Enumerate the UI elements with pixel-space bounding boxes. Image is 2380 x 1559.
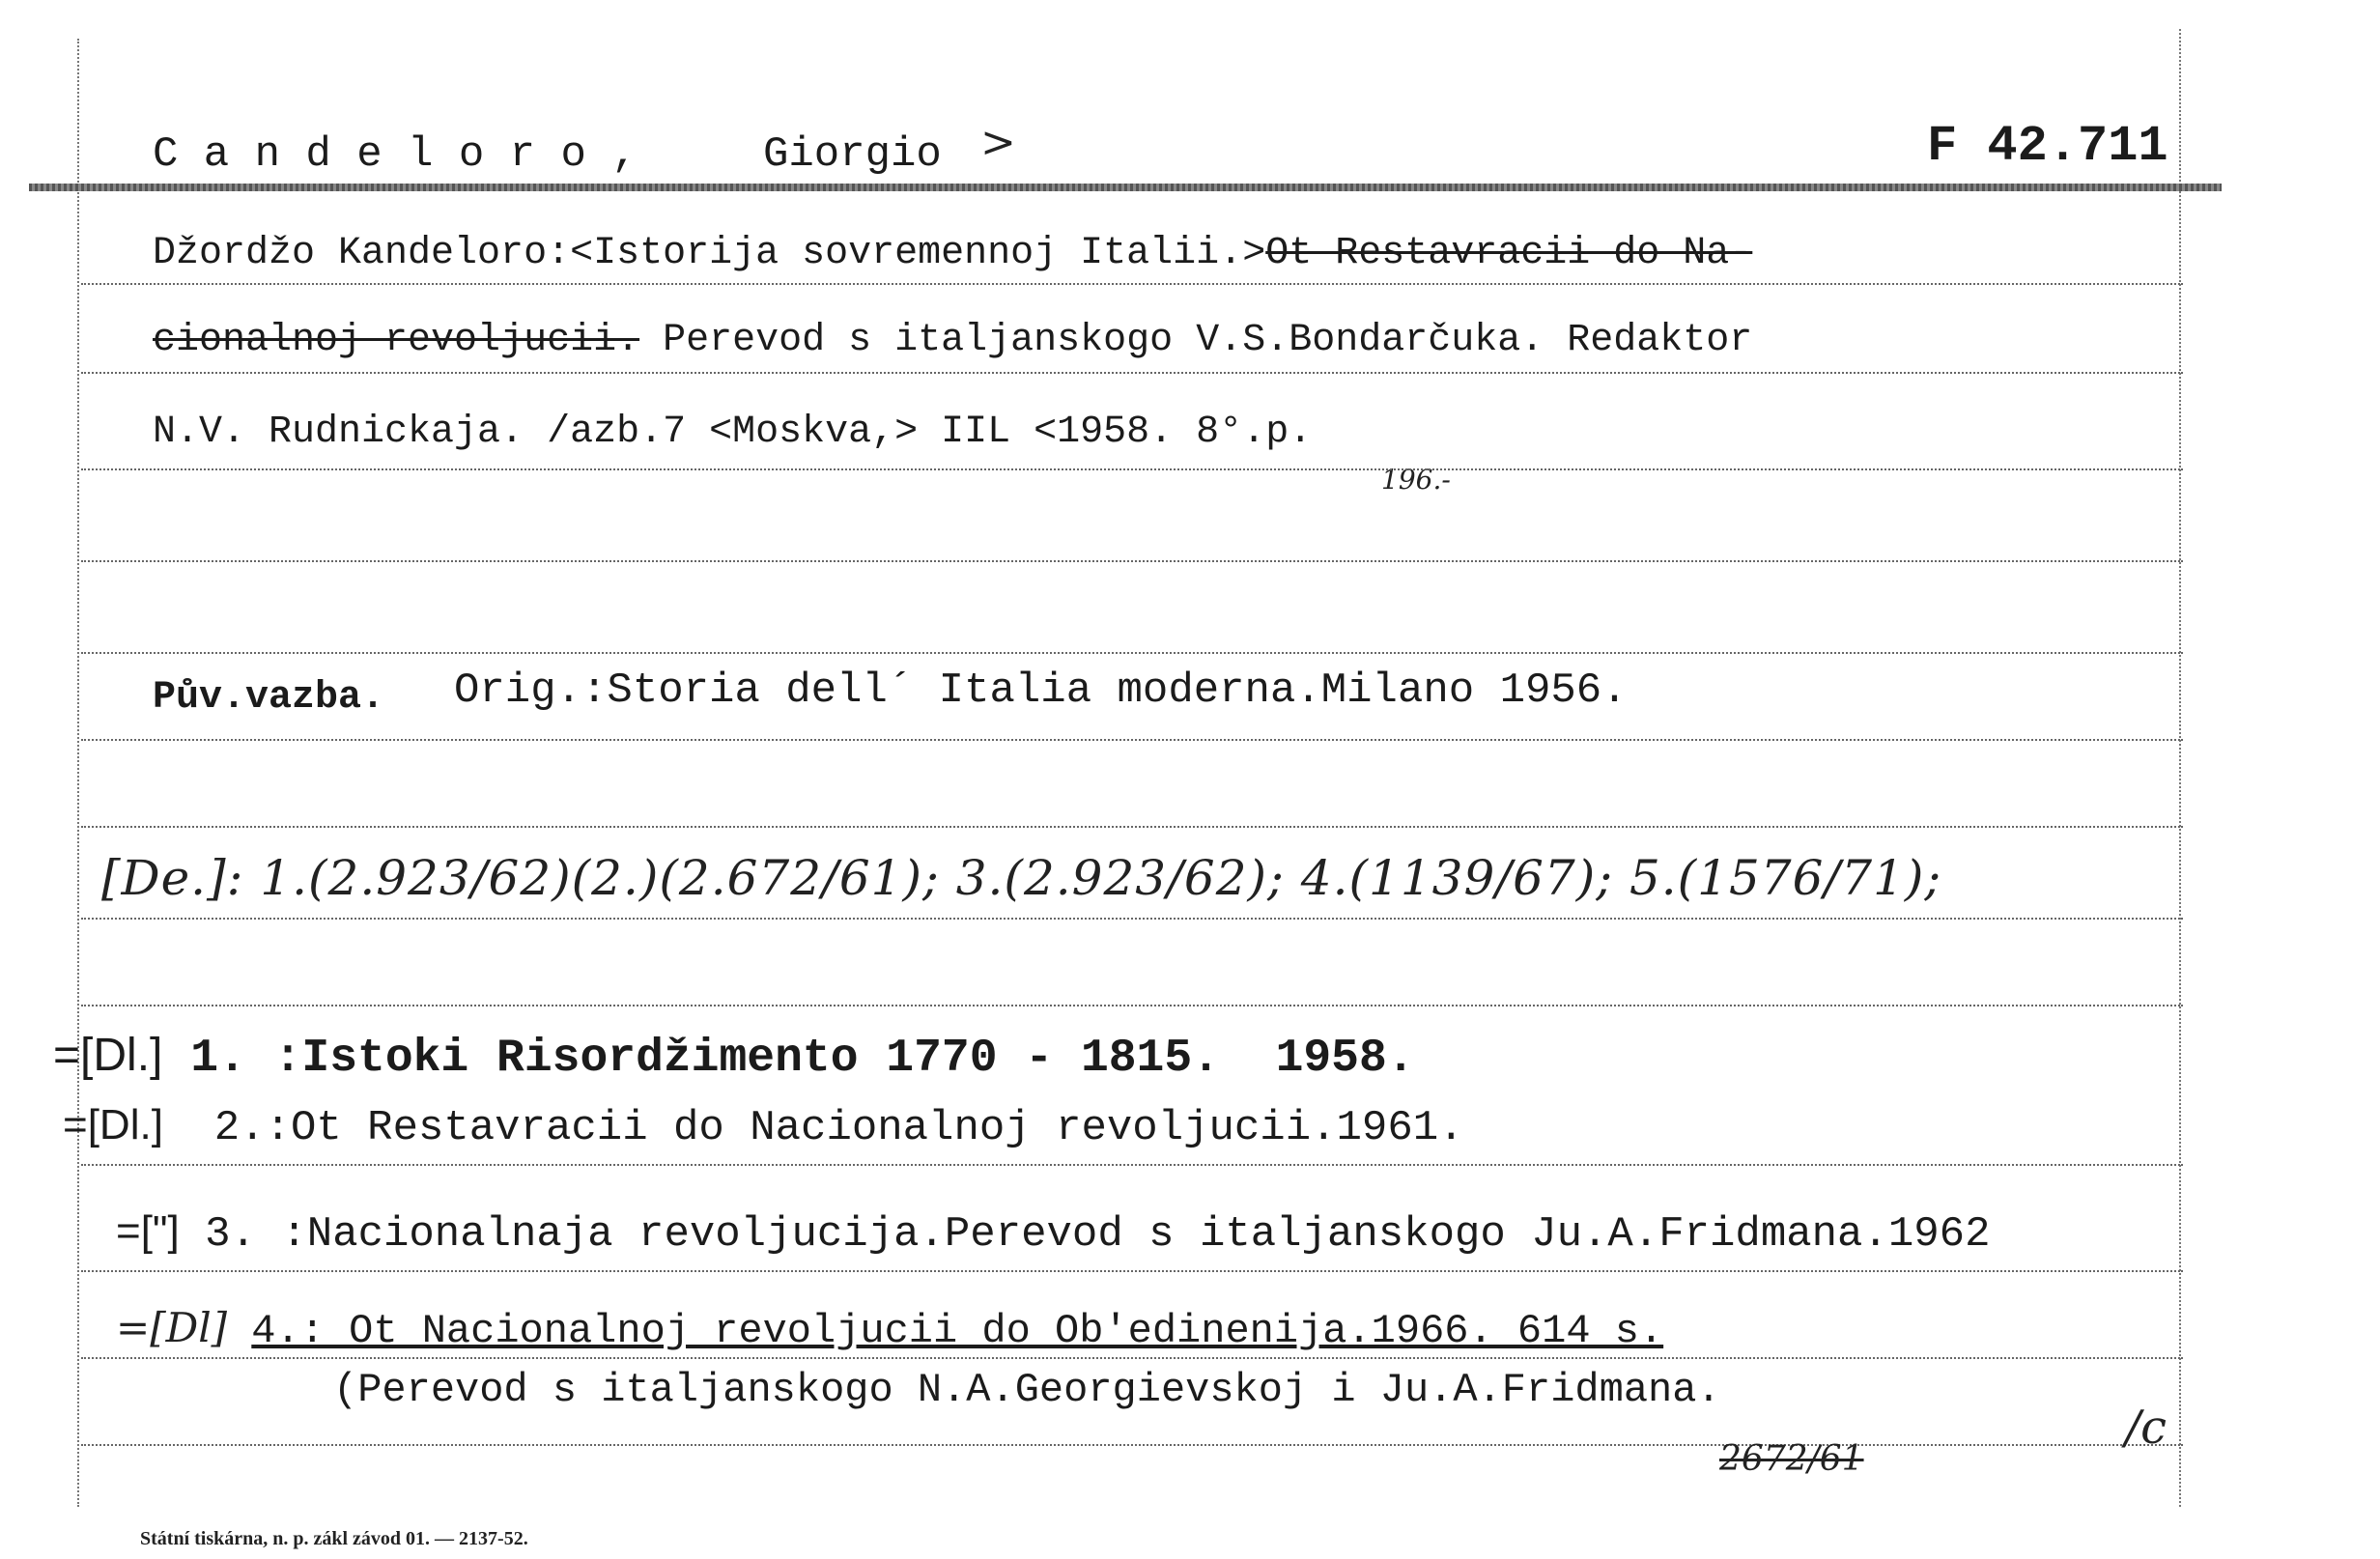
volume-text: 4.: Ot Nacionalnoj revoljucii do Ob'edinenija.1966. 614 s. xyxy=(251,1308,1664,1354)
line-rule xyxy=(81,826,2183,828)
line-rule xyxy=(81,283,2183,285)
original-title: Orig.:Storia dell´ Italia moderna.Milano 1956. xyxy=(454,666,1628,715)
pages-handwritten: 196.- xyxy=(1381,464,1451,496)
description-line-2 xyxy=(153,319,1752,362)
translation-note: Perevod s italjanskogo V.S.Bondarčuka. Redaktor xyxy=(639,319,1753,362)
volume-text: 2.:Ot Restavracii do Nacionalnoj revoljucii.1961. xyxy=(213,1104,1464,1152)
heading-rule xyxy=(29,184,2222,191)
left-border xyxy=(77,39,79,1507)
volume-mark: =["] xyxy=(116,1207,180,1255)
holdings-handwritten: [De.]: 1.(2.923/62)(2.)(2.672/61); 3.(2.923/62); 4.(1139/67); 5.(1576/71); xyxy=(101,850,1942,906)
slash-mark: /c xyxy=(2125,1401,2168,1455)
volume-mark: =[Dl] xyxy=(116,1304,228,1351)
line-rule xyxy=(81,739,2183,741)
binding-note: Pův.vazba. xyxy=(153,676,385,720)
line-rule xyxy=(81,1270,2183,1272)
line-rule xyxy=(81,918,2183,920)
line-rule xyxy=(81,1357,2183,1359)
line-rule xyxy=(81,372,2183,374)
line-rule xyxy=(81,468,2183,470)
struck-subtitle: Ot Restavracii do Na- xyxy=(1265,232,1753,275)
line-rule xyxy=(81,1444,2183,1446)
line-rule xyxy=(81,652,2183,654)
author-given-name: Giorgio xyxy=(763,130,942,179)
volume-2 xyxy=(63,1101,1464,1152)
struck-number: 2672/61 xyxy=(1719,1439,1864,1479)
title-prefix: Džordžo Kandeloro: xyxy=(153,232,571,275)
hand-mark: > xyxy=(980,118,1016,167)
volume-text: 1. :Istoki Risordžimento 1770 - 1815. 1958. xyxy=(190,1033,1415,1085)
line-rule xyxy=(81,560,2183,562)
volume-mark: =[Dl.] xyxy=(53,1030,163,1081)
right-border xyxy=(2179,29,2181,1507)
line-rule xyxy=(81,1005,2183,1006)
printer-imprint: Státní tiskárna, n. p. zákl závod 01. — 2137-52. xyxy=(140,1528,528,1549)
description-line-1 xyxy=(153,232,1752,275)
translator-note: (Perevod s italjanskogo N.A.Georgievskoj i Ju.A.Fridmana. xyxy=(333,1367,1721,1413)
title-main: <Istorija sovremennoj Italii.> xyxy=(570,232,1266,275)
struck-subtitle-2: cionalnoj revoljucii. xyxy=(153,319,640,362)
line-rule xyxy=(81,1164,2183,1166)
volume-4 xyxy=(116,1304,1663,1354)
volume-3 xyxy=(116,1207,1990,1259)
volume-text: 3. :Nacionalnaja revoljucija.Perevod s italjanskogo Ju.A.Fridmana.1962 xyxy=(205,1210,1991,1259)
imprint-line: N.V. Rudnickaja. /azb.7 <Moskva,> IIL <1958. 8°.p. xyxy=(153,411,1313,454)
volume-mark: =[Dl.] xyxy=(63,1101,163,1148)
call-number: F 42.711 xyxy=(1927,118,2168,175)
volume-1 xyxy=(53,1029,1415,1085)
author-surname: C a n d e l o r o , xyxy=(153,130,638,179)
